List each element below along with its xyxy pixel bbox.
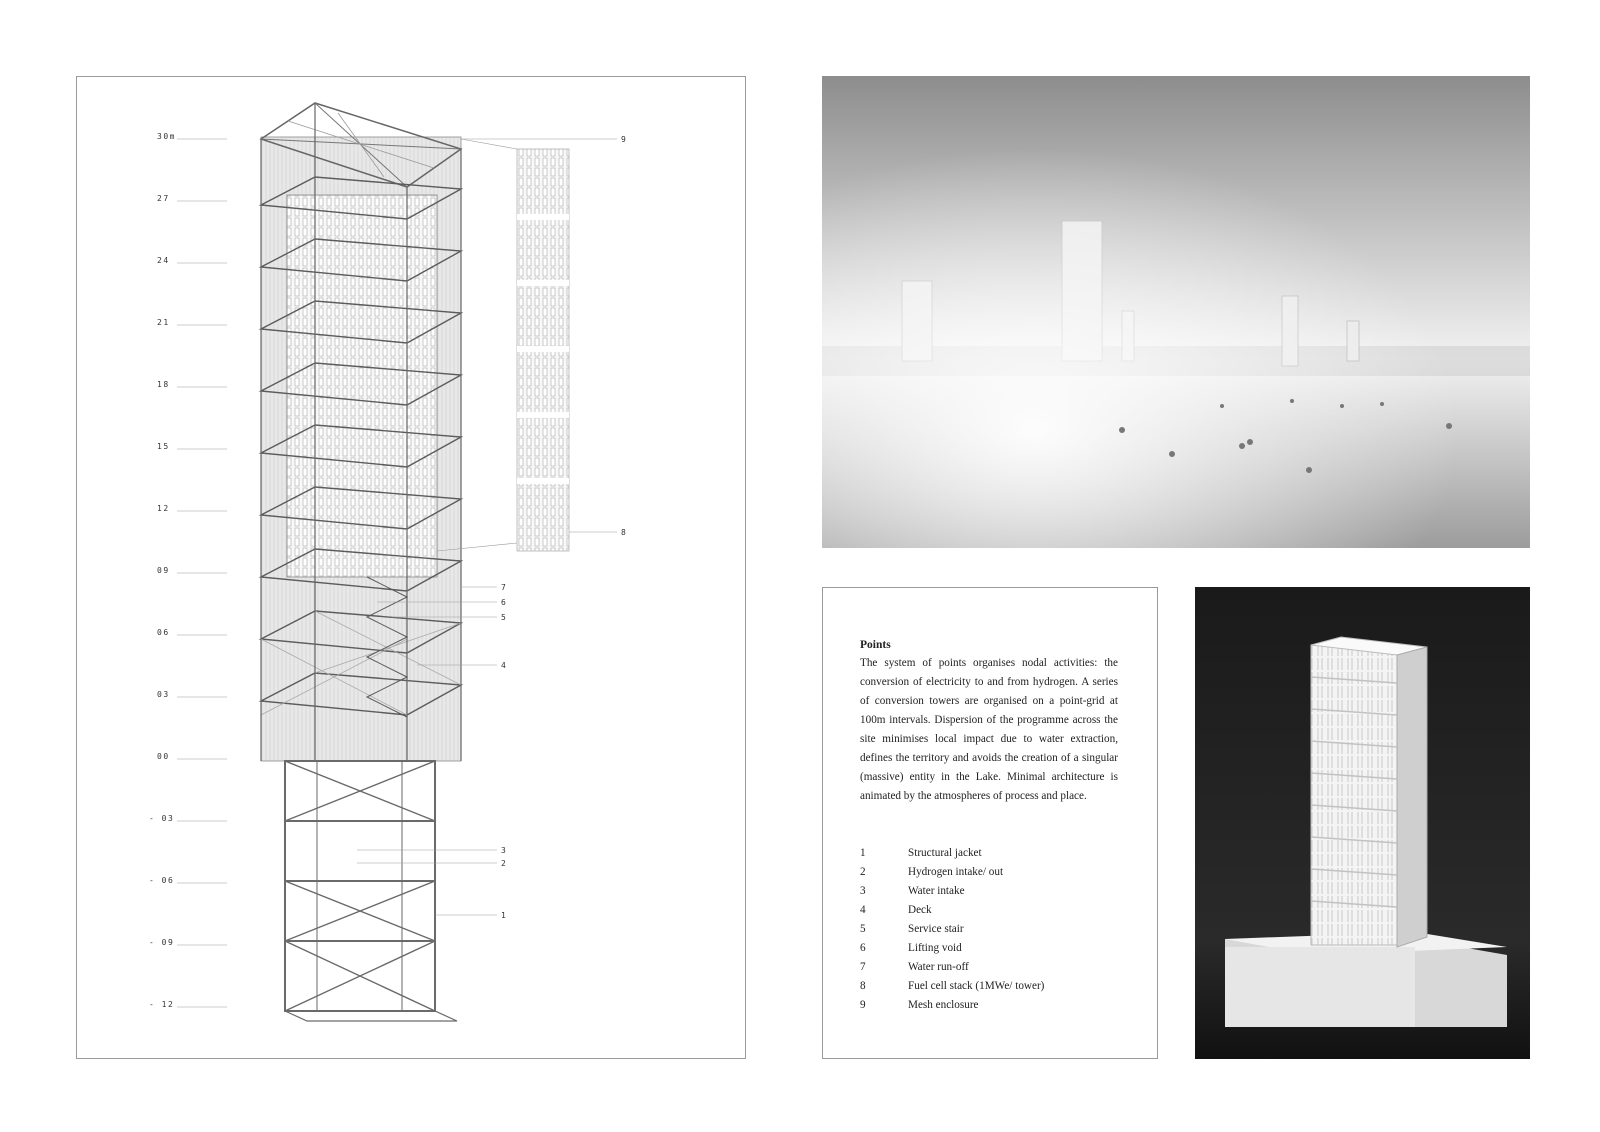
tower-section-drawing <box>76 76 746 1059</box>
model-base <box>1225 932 1507 1027</box>
legend-number: 1 <box>860 847 866 859</box>
callout-5: 5 <box>501 613 506 622</box>
legend-label: Hydrogen intake/ out <box>908 866 1004 878</box>
legend-label: Structural jacket <box>908 847 982 859</box>
level-minus-09 <box>149 938 227 947</box>
legend-number: 2 <box>860 866 866 878</box>
legend-number: 4 <box>860 904 866 916</box>
legend-label: Lifting void <box>908 942 962 954</box>
level-03 <box>157 690 227 699</box>
model-tower <box>1311 637 1427 947</box>
level-12 <box>157 504 227 513</box>
legend-item <box>860 996 1120 1015</box>
model-photo <box>1195 587 1530 1059</box>
level-scale <box>149 132 227 1009</box>
legend-item <box>860 863 1120 882</box>
legend-number: 8 <box>860 980 866 992</box>
fuel-cell-stack-exploded <box>517 149 569 551</box>
legend-label: Water run-off <box>908 961 969 973</box>
legend-number: 5 <box>860 923 866 935</box>
level-label: - 09 <box>149 938 175 947</box>
legend-item <box>860 844 1120 863</box>
callout-6: 6 <box>501 598 506 607</box>
callout-2: 2 <box>501 859 506 868</box>
level-label: 09 <box>157 566 170 575</box>
legend-item <box>860 901 1120 920</box>
structural-jacket <box>285 761 457 1021</box>
level-24 <box>157 256 227 265</box>
legend-number: 7 <box>860 961 866 973</box>
callout-8: 8 <box>621 528 626 537</box>
level-27 <box>157 194 227 203</box>
legend-item <box>860 939 1120 958</box>
description-block <box>860 636 1118 806</box>
legend-item <box>860 920 1120 939</box>
tower-upper-structure <box>261 103 461 761</box>
legend-label: Deck <box>908 904 932 916</box>
level-09 <box>157 566 227 575</box>
level-label: 27 <box>157 194 170 203</box>
level-21 <box>157 318 227 327</box>
level-30m <box>157 132 227 141</box>
level-15 <box>157 442 227 451</box>
legend-number: 6 <box>860 942 866 954</box>
level-label: 21 <box>157 318 170 327</box>
level-00 <box>157 752 227 761</box>
level-label: 24 <box>157 256 170 265</box>
legend-label: Water intake <box>908 885 965 897</box>
legend-list <box>860 844 1120 1015</box>
level-label: 03 <box>157 690 170 699</box>
level-label: - 06 <box>149 876 175 885</box>
callout-3: 3 <box>501 846 506 855</box>
level-label: - 12 <box>149 1000 175 1009</box>
callout-1: 1 <box>501 911 506 920</box>
level-label: 30m <box>157 132 176 141</box>
level-label: 18 <box>157 380 170 389</box>
level-label: - 03 <box>149 814 175 823</box>
level-label: 15 <box>157 442 170 451</box>
tower-diagram-svg <box>77 77 747 1060</box>
level-minus-03 <box>149 814 227 823</box>
callout-4: 4 <box>501 661 506 670</box>
level-18 <box>157 380 227 389</box>
lake-render-svg <box>822 76 1530 548</box>
level-label: 00 <box>157 752 170 761</box>
legend-item <box>860 882 1120 901</box>
level-minus-06 <box>149 876 227 885</box>
legend-item <box>860 958 1120 977</box>
legend-label: Service stair <box>908 923 964 935</box>
level-label: 06 <box>157 628 170 637</box>
callout-7: 7 <box>501 583 506 592</box>
description-panel <box>822 587 1158 1059</box>
legend-item <box>860 977 1120 996</box>
section-title: Points <box>860 639 891 651</box>
level-label: 12 <box>157 504 170 513</box>
legend-number: 3 <box>860 885 866 897</box>
level-minus-12 <box>149 1000 227 1009</box>
legend-number: 9 <box>860 999 866 1011</box>
lake-render-image <box>822 76 1530 548</box>
description-paragraph: The system of points organises nodal activities: the conversion of electricity to and from hydrogen. A series of conversion towers are organised on a point-grid at 100m intervals. Dispersion of the programme across the site minimises local impact due to water extraction, defines the territory and avoids the creation of a singular (massive) entity in the Lake. Minimal architecture is animated by the atmospheres of process and place. <box>860 657 1118 802</box>
legend-label: Mesh enclosure <box>908 999 979 1011</box>
level-06 <box>157 628 227 637</box>
model-photo-svg <box>1195 587 1530 1059</box>
callout-9: 9 <box>621 135 626 144</box>
legend-label: Fuel cell stack (1MWe/ tower) <box>908 980 1045 992</box>
